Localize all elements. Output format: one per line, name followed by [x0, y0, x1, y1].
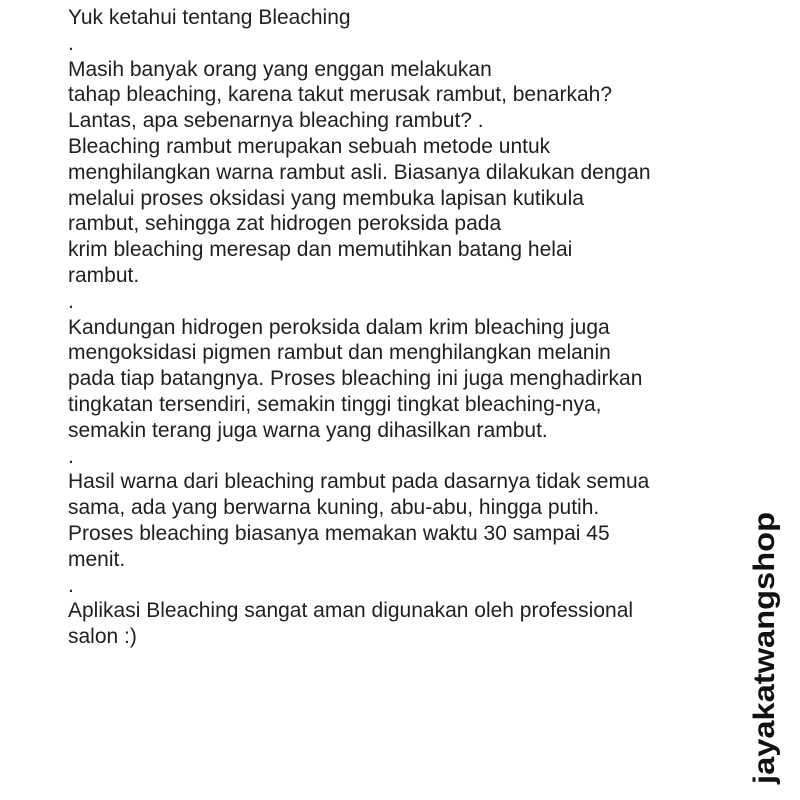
- text-line: sama, ada yang berwarna kuning, abu-abu, hingga putih.: [68, 496, 600, 520]
- text-line: Proses bleaching biasanya memakan waktu 30 sampai 45: [68, 521, 610, 545]
- text-line: tingkatan tersendiri, semakin tinggi tingkat bleaching-nya,: [68, 392, 602, 416]
- text-line: krim bleaching meresap dan memutihkan batang helai: [68, 238, 573, 262]
- text-line: tahap bleaching, karena takut merusak rambut, benarkah?: [68, 83, 613, 107]
- text-line: menghilangkan warna rambut asli. Biasanya dilakukan dengan: [68, 160, 651, 184]
- document-text: [68, 0, 748, 650]
- separator-dot: .: [68, 31, 74, 55]
- text-line: Bleaching rambut merupakan sebuah metode untuk: [68, 134, 551, 158]
- separator-dot: .: [68, 289, 74, 313]
- text-line: Lantas, apa sebenarnya bleaching rambut? .: [68, 109, 484, 133]
- text-line: Kandungan hidrogen peroksida dalam krim bleaching juga: [68, 315, 610, 339]
- text-line: Aplikasi Bleaching sangat aman digunakan oleh professional: [68, 599, 634, 623]
- separator-dot: .: [68, 444, 74, 468]
- watermark-text: jayakatwangshop: [748, 533, 781, 784]
- shop-watermark: [742, 508, 784, 788]
- text-line: Masih banyak orang yang enggan melakukan: [68, 57, 492, 81]
- document-title: Yuk ketahui tentang Bleaching: [68, 6, 351, 29]
- text-line: melalui proses oksidasi yang membuka lapisan kutikula: [68, 186, 584, 210]
- text-line: menit.: [68, 547, 126, 571]
- text-line: semakin terang juga warna yang dihasilkan rambut.: [68, 418, 548, 442]
- separator-dot: .: [68, 573, 74, 597]
- text-line: mengoksidasi pigmen rambut dan menghilangkan melanin: [68, 341, 611, 365]
- text-line: Hasil warna dari bleaching rambut pada dasarnya tidak semua: [68, 470, 650, 494]
- text-line: salon :): [68, 625, 137, 649]
- text-line: rambut.: [68, 263, 140, 287]
- text-line: pada tiap batangnya. Proses bleaching ini juga menghadirkan: [68, 367, 643, 391]
- text-line: rambut, sehingga zat hidrogen peroksida pada: [68, 212, 502, 236]
